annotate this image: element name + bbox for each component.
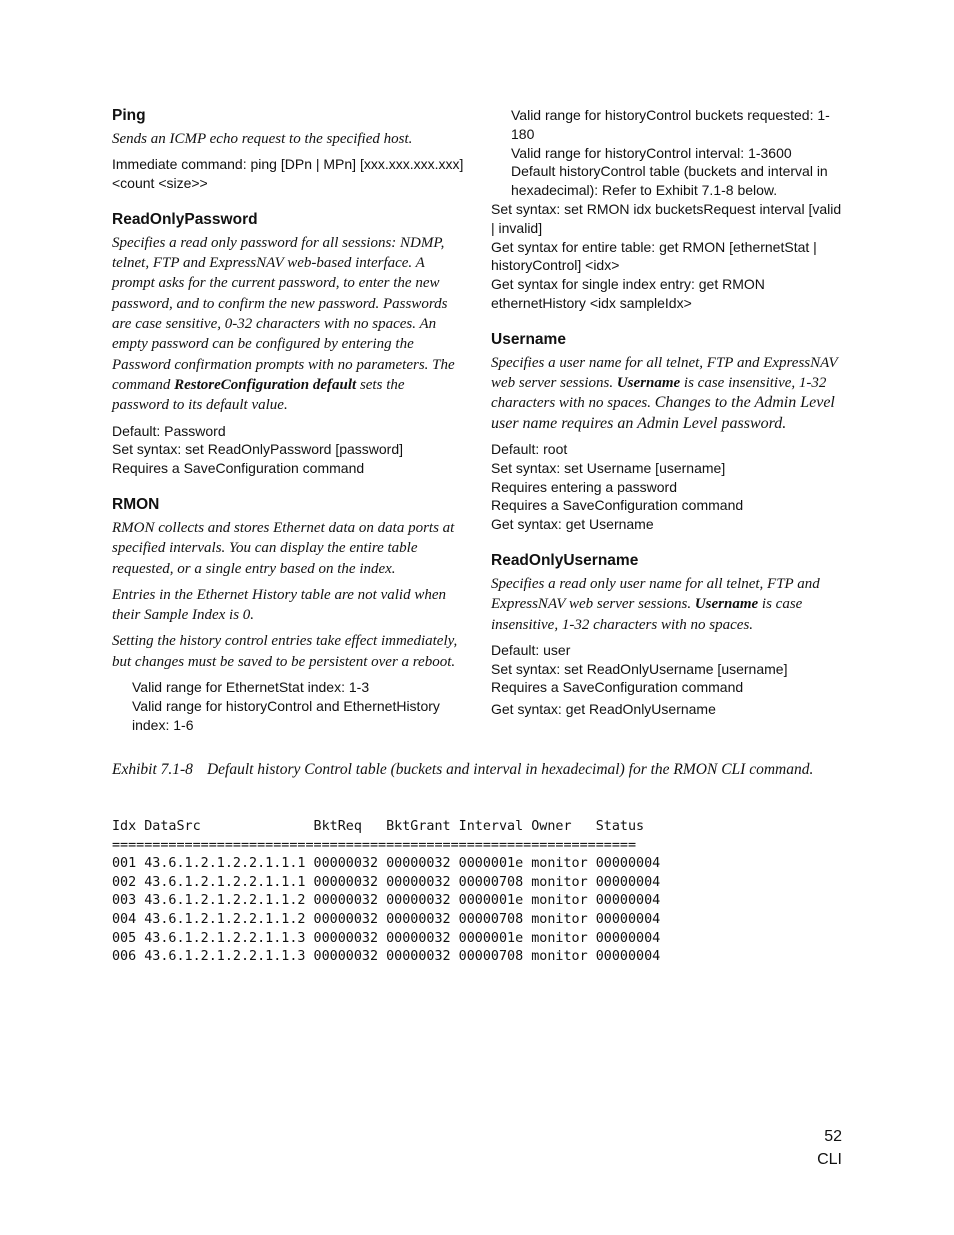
rmon-get-syntax-table: Get syntax for entire table: get RMON [ethernetStat | historyControl] <idx> — [491, 238, 817, 274]
exhibit-title: Default history Control table (buckets and interval in hexadecimal) for the RMON CLI command. — [206, 761, 814, 778]
readonlyusername-requires: Requires a SaveConfiguration command — [491, 679, 744, 696]
rmon-range-interval: Valid range for historyControl interval: 1-3600 — [511, 144, 792, 161]
ping-command-line-2: <count <size>> — [112, 175, 208, 192]
readonlypassword-default: Default: Password — [112, 422, 226, 439]
readonlyusername-section — [491, 551, 843, 719]
readonlyusername-description: Specifies a read only user name for all telnet, FTP and ExpressNAV web server sessions. Username is case insensitive, 1-32 characters with no spaces. — [491, 575, 820, 633]
rmon-paragraph-3: Setting the history control entries take effect immediately, but changes must be saved to be persistent over a reboot. — [112, 633, 458, 670]
username-keyword: Username — [616, 375, 681, 392]
section-name: CLI — [817, 1151, 842, 1168]
rmon-range-buckets: Valid range for historyControl buckets requested: 1-180 — [511, 107, 830, 142]
rmon-get-syntax-entry: Get syntax for single index entry: get RMON ethernetHistory <idx sampleIdx> — [491, 276, 765, 311]
rmon-history-table — [112, 818, 660, 967]
readonlypassword-section — [112, 210, 464, 478]
table-row: 004 43.6.1.2.1.2.2.1.1.2 00000032 00000032 00000708 monitor 00000004 — [112, 911, 661, 927]
ping-heading: Ping — [112, 107, 146, 124]
ping-command-line-1: Immediate command: ping [DPn | MPn] [xxx.xxx.xxx.xxx] — [112, 156, 464, 173]
left-column — [112, 106, 464, 734]
rmon-paragraph-2: Entries in the Ethernet History table are not valid when their Sample Index is 0. — [112, 586, 446, 624]
page-footer — [817, 1125, 842, 1171]
username-heading: Username — [491, 330, 566, 348]
readonlypassword-description: Specifies a read only password for all sessions: NDMP, telnet, FTP and ExpressNAV web-based interface. A prompt asks for the current password, to enter the new password, and to confirm the new password. Passwords are case sensitive, 0-32 characters with no spaces. An empty password can be configured by entering the Password confirmation prompts with no parameters. The command RestoreConfiguration default sets the password to its default value. — [112, 234, 455, 414]
username-description: Specifies a user name for all telnet, FTP and ExpressNAV web server sessions. Username is case insensitive, 1-32 characters with no spaces. Changes to the Admin Level user name requires an Admin Level password. — [491, 354, 838, 432]
rmon-default-table-note: Default historyControl table (buckets and interval in hexadecimal): Refer to Exhibit 7.1-8 below. — [511, 163, 828, 199]
username-default: Default: root — [491, 440, 568, 457]
table-header: Idx DataSrc BktReq BktGrant Interval Owner Status — [112, 819, 645, 834]
right-column — [491, 106, 843, 719]
readonlyusername-get-syntax: Get syntax: get ReadOnlyUsername — [491, 701, 716, 718]
rmon-range-ethernetstat: Valid range for EthernetStat index: 1-3 — [132, 679, 370, 696]
table-row: 002 43.6.1.2.1.2.2.1.1.1 00000032 00000032 00000708 monitor 00000004 — [112, 874, 661, 890]
ping-description: Sends an ICMP echo request to the specified host. — [112, 131, 413, 147]
ping-section — [112, 106, 464, 193]
readonlypassword-requires: Requires a SaveConfiguration command — [112, 460, 365, 477]
username-set-syntax: Set syntax: set Username [username] — [491, 459, 726, 476]
table-rule: ================================================================= — [112, 837, 637, 853]
rmon-set-syntax: Set syntax: set RMON idx bucketsRequest interval [valid | invalid] — [491, 200, 842, 236]
restoreconfiguration-command: RestoreConfiguration default — [174, 376, 357, 393]
page-number: 52 — [824, 1128, 842, 1145]
table-row: 001 43.6.1.2.1.2.2.1.1.1 00000032 00000032 0000001e monitor 00000004 — [112, 856, 661, 872]
username-section — [491, 330, 843, 534]
table-row: 006 43.6.1.2.1.2.2.1.1.3 00000032 00000032 00000708 monitor 00000004 — [112, 949, 661, 965]
readonlypassword-heading: ReadOnlyPassword — [112, 210, 258, 228]
readonlyusername-default: Default: user — [491, 641, 571, 658]
username-requires-password: Requires entering a password — [491, 478, 677, 495]
rmon-range-historycontrol-index: Valid range for historyControl and EthernetHistory index: 1-6 — [132, 697, 440, 733]
table-row: 003 43.6.1.2.1.2.2.1.1.2 00000032 00000032 0000001e monitor 00000004 — [112, 893, 661, 909]
rmon-heading: RMON — [112, 495, 160, 513]
exhibit-caption — [112, 760, 842, 780]
table-row: 005 43.6.1.2.1.2.2.1.1.3 00000032 00000032 0000001e monitor 00000004 — [112, 930, 661, 946]
username-get-syntax: Get syntax: get Username — [491, 516, 654, 533]
username-requires-save: Requires a SaveConfiguration command — [491, 497, 744, 514]
readonlypassword-set-syntax: Set syntax: set ReadOnlyPassword [password] — [112, 441, 404, 458]
readonlyusername-set-syntax: Set syntax: set ReadOnlyUsername [username] — [491, 660, 788, 677]
rmon-paragraph-1: RMON collects and stores Ethernet data on data ports at specified intervals. You can display the entire table requested, or a single entry based on the index. — [112, 519, 455, 577]
readonlyusername-keyword: Username — [694, 596, 759, 613]
rmon-section — [112, 495, 464, 734]
readonlyusername-heading: ReadOnlyUsername — [491, 551, 639, 569]
rmon-continued — [491, 106, 843, 313]
exhibit-number: Exhibit 7.1-8 — [112, 761, 193, 778]
